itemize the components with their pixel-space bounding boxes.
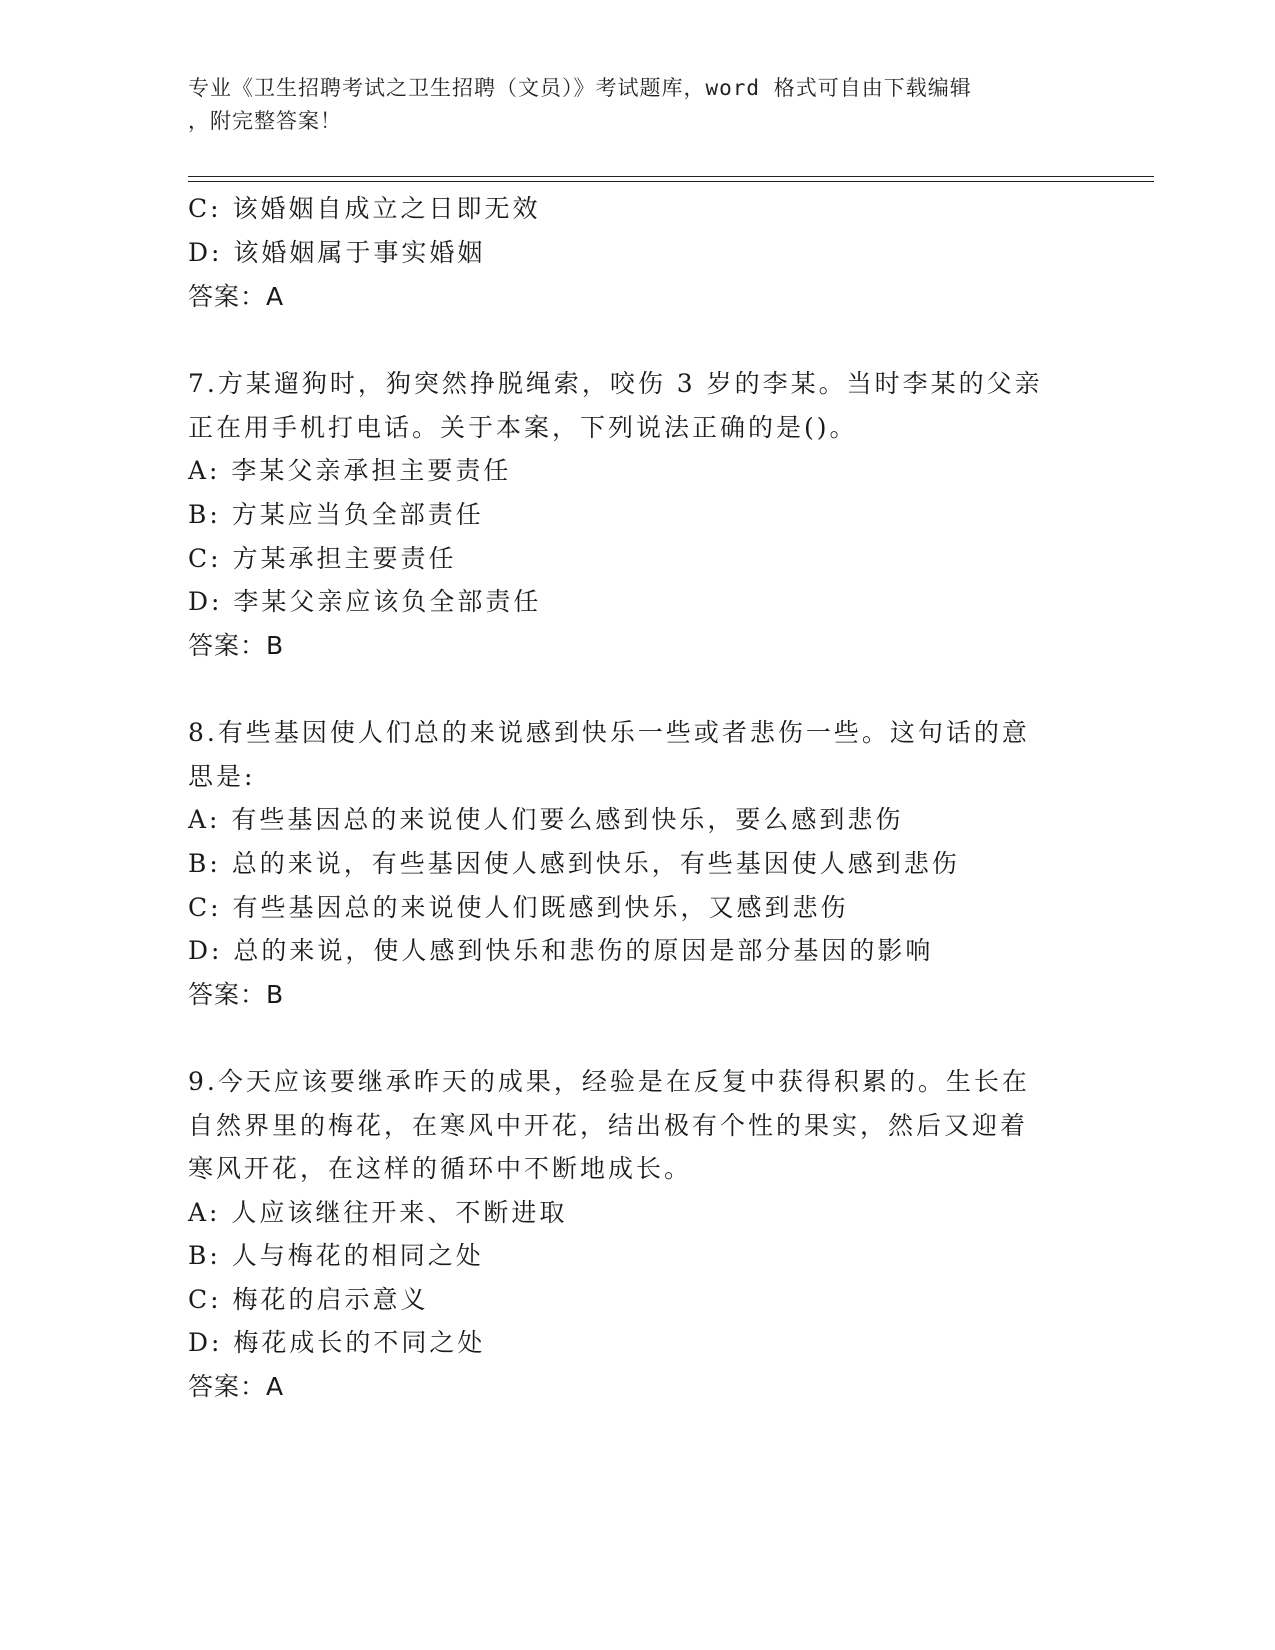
header-line-1: 专业《卫生招聘考试之卫生招聘（文员）》考试题库，word 格式可自由下载编辑 [188,76,972,100]
header-line-2: ，附完整答案！ [188,109,342,133]
q8-option-b: B: 总的来说，有些基因使人感到快乐，有些基因使人感到悲伤 [188,849,960,878]
q7-stem-line-1: 7.方某遛狗时，狗突然挣脱绳索，咬伤 3 岁的李某。当时李某的父亲 [188,369,1043,398]
q9-option-b: B: 人与梅花的相同之处 [188,1241,484,1270]
q8-stem-line-1: 8.有些基因使人们总的来说感到快乐一些或者悲伤一些。这句话的意 [188,718,1030,747]
q6-answer: 答案：A [188,282,285,311]
header-divider-top [188,176,1154,177]
q9-option-d: D: 梅花成长的不同之处 [188,1328,486,1357]
q9-option-c: C: 梅花的启示意义 [188,1285,429,1314]
q9-stem-line-1: 9.今天应该要继承昨天的成果，经验是在反复中获得积累的。生长在 [188,1067,1030,1096]
q7-option-c: C: 方某承担主要责任 [188,544,457,573]
document-header [188,72,1068,138]
q9-answer: 答案：A [188,1372,285,1401]
q8-option-d: D: 总的来说，使人感到快乐和悲伤的原因是部分基因的影响 [188,936,934,965]
q7-answer: 答案：B [188,631,285,660]
q7-option-a: A: 李某父亲承担主要责任 [188,456,512,485]
q9-option-a: A: 人应该继往开来、不断进取 [188,1198,568,1227]
q8-option-c: C: 有些基因总的来说使人们既感到快乐，又感到悲伤 [188,893,849,922]
q8-answer: 答案：B [188,980,285,1009]
q9-stem-line-2: 自然界里的梅花，在寒风中开花，结出极有个性的果实，然后又迎着 [188,1111,1029,1140]
q7-stem-line-2: 正在用手机打电话。关于本案，下列说法正确的是()。 [188,413,858,442]
q6-option-d: D: 该婚姻属于事实婚姻 [188,238,486,267]
q8-stem-line-2: 思是: [188,762,256,791]
q8-option-a: A: 有些基因总的来说使人们要么感到快乐，要么感到悲伤 [188,805,904,834]
header-divider-bottom [188,181,1154,182]
q6-option-c: C: 该婚姻自成立之日即无效 [188,194,541,223]
q7-option-d: D: 李某父亲应该负全部责任 [188,587,542,616]
q9-stem-line-3: 寒风开花，在这样的循环中不断地成长。 [188,1154,693,1183]
q7-option-b: B: 方某应当负全部责任 [188,500,484,529]
